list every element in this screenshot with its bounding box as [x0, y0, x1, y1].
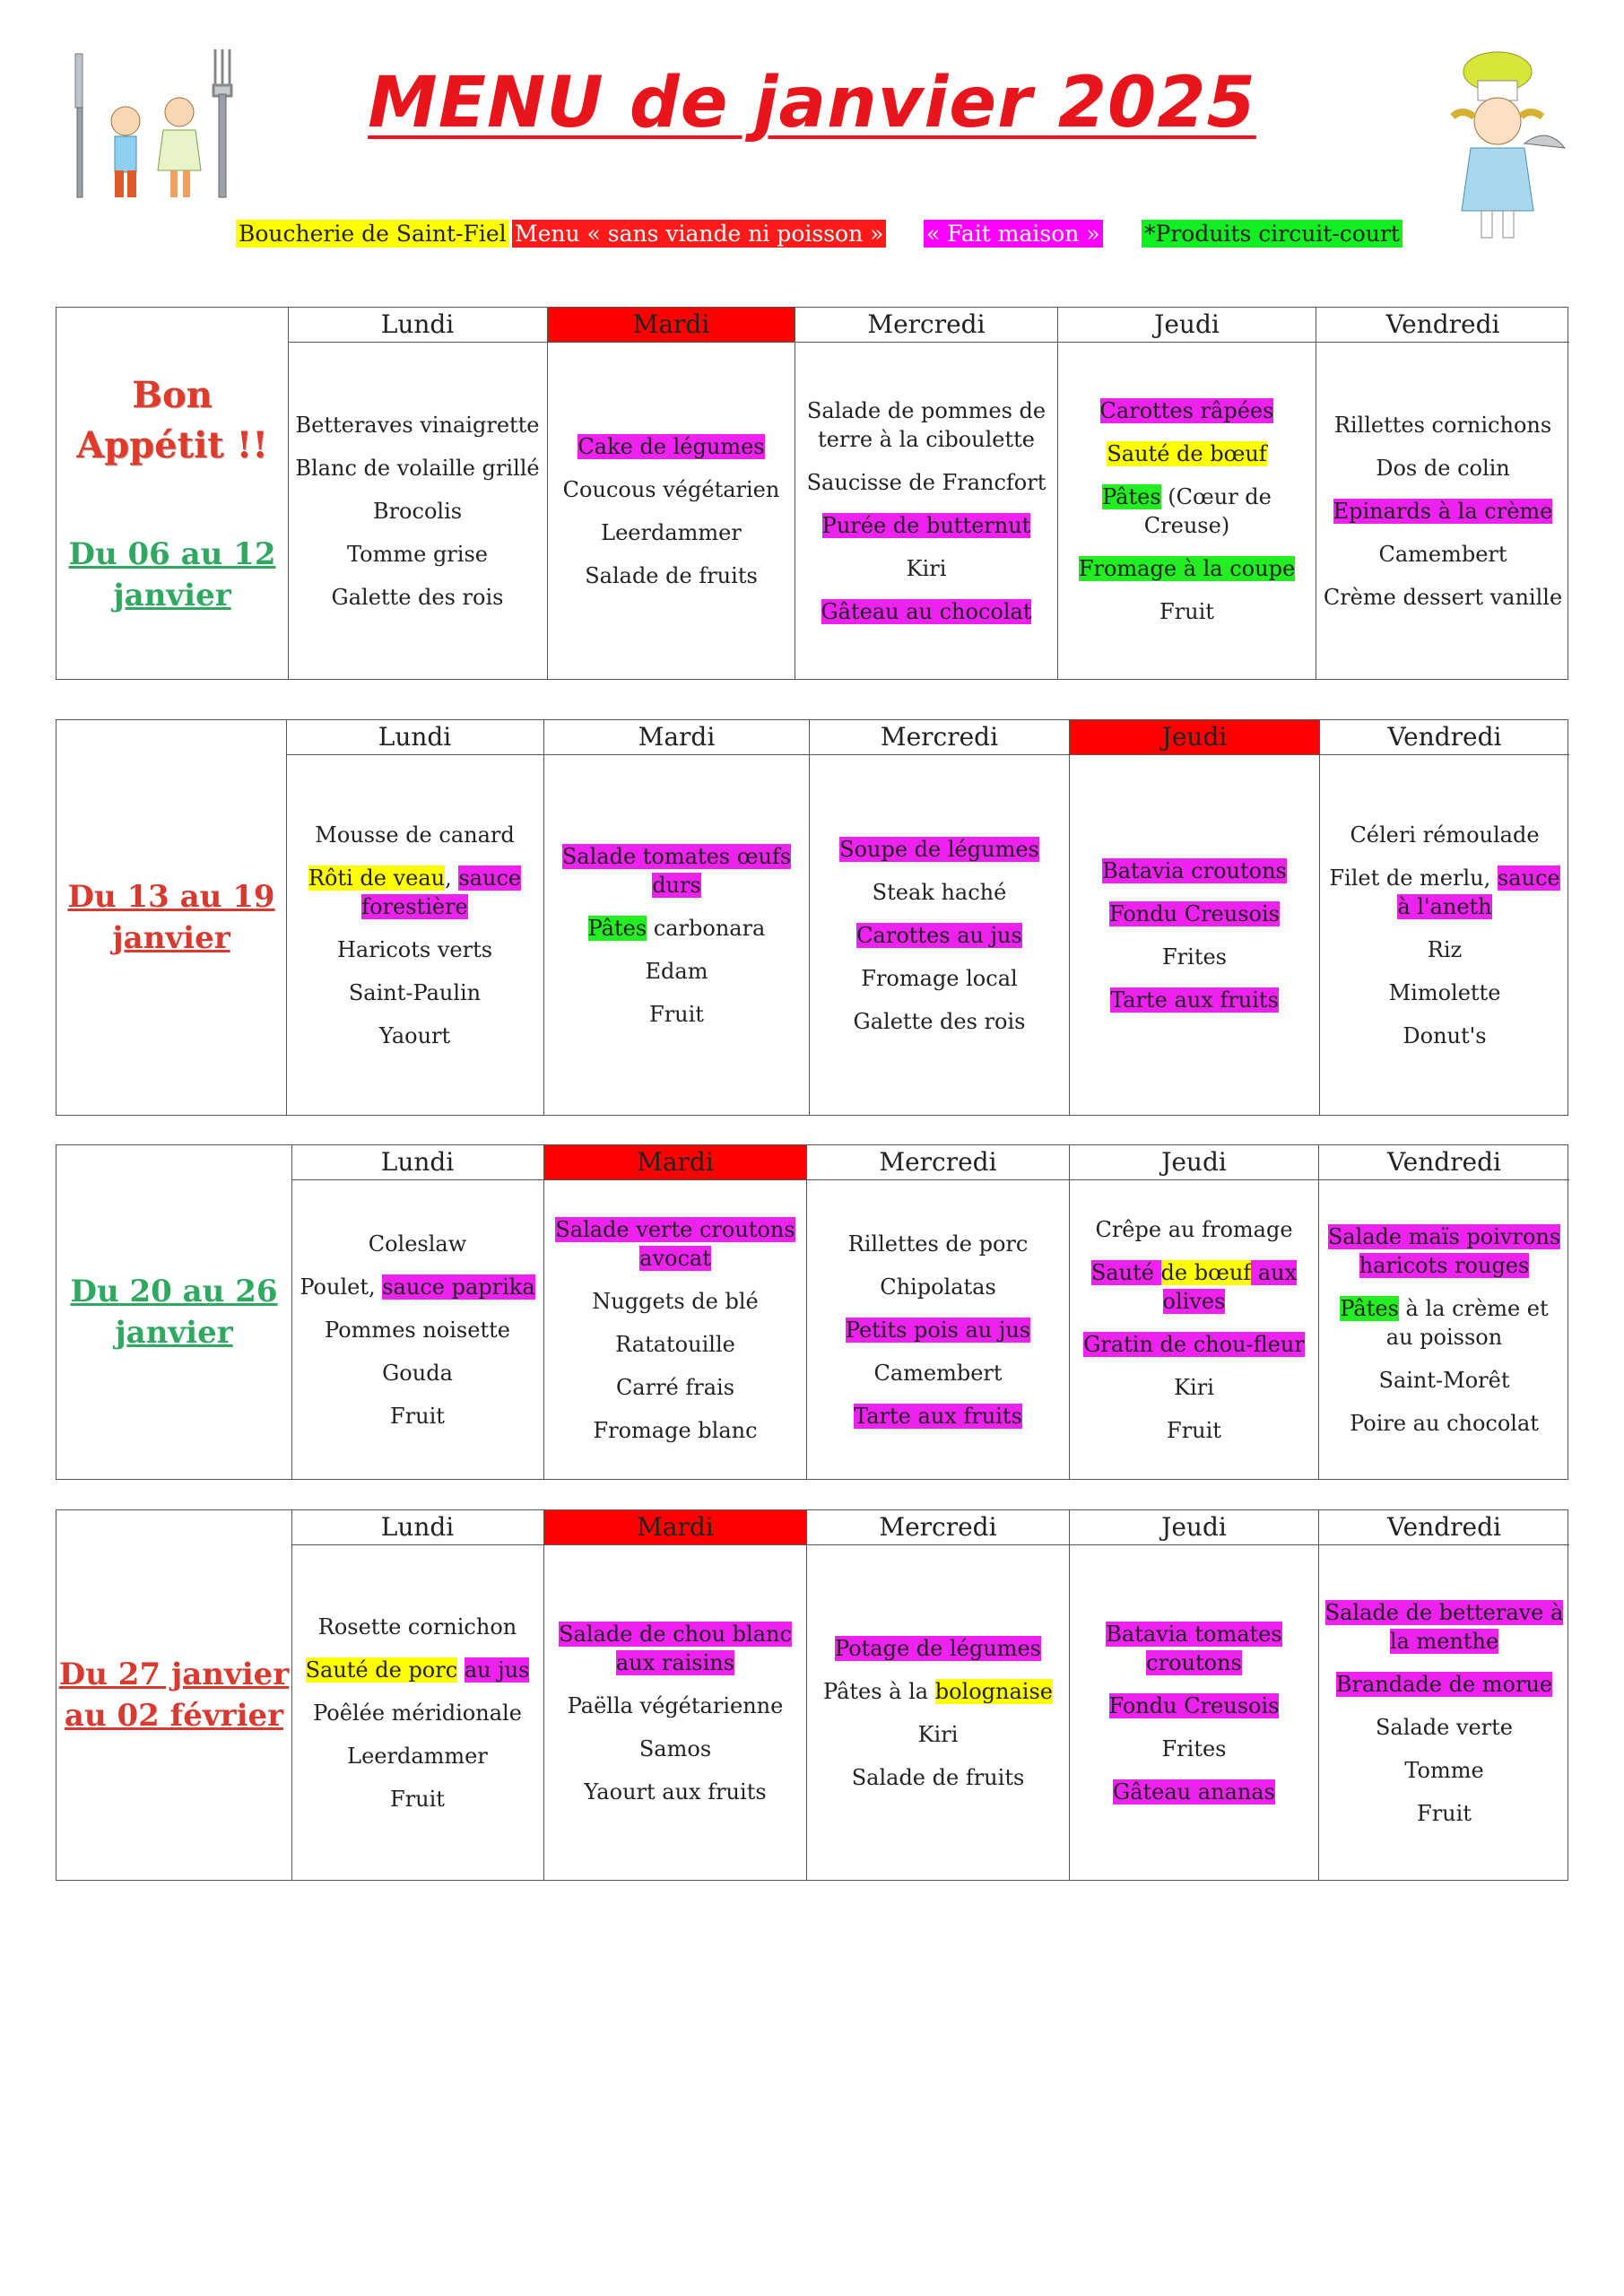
day-header: Vendredi — [1319, 1145, 1569, 1180]
day-menu — [807, 1181, 1069, 1479]
day-column-mercredi — [810, 720, 1070, 1115]
menu-item — [1109, 900, 1280, 928]
week-dates-line: Du 20 au 26 — [70, 1274, 278, 1309]
legend-sans-viande: Menu « sans viande ni poisson » — [512, 220, 886, 248]
menu-item — [1403, 1022, 1486, 1050]
day-menu — [288, 344, 547, 679]
day-header: Vendredi — [1320, 720, 1569, 755]
menu-item-text: Batavia tomates croutons — [1106, 1622, 1282, 1675]
menu-item — [550, 1215, 801, 1273]
day-menu — [1320, 756, 1569, 1115]
menu-item — [291, 864, 538, 921]
menu-item-text: Fruit — [1167, 1418, 1221, 1443]
page-title: MENU de janvier 2025 — [368, 63, 1256, 144]
menu-item-text: (Cœur de Creuse) — [1143, 484, 1272, 538]
day-header: Lundi — [286, 720, 543, 755]
menu-item — [1350, 1409, 1539, 1438]
day-menu — [1070, 1546, 1318, 1880]
menu-item-text: Pâtes — [1340, 1296, 1399, 1321]
menu-item — [1079, 554, 1295, 583]
menu-item-text: Nuggets de blé — [592, 1289, 759, 1314]
week-label — [56, 1510, 292, 1880]
day-header: Jeudi — [1058, 308, 1316, 343]
week-dates-line: Du 13 au 19 — [67, 879, 275, 915]
menu-item-text: sauce paprika — [382, 1274, 535, 1300]
menu-item — [295, 454, 539, 483]
day-menu — [544, 756, 809, 1115]
menu-item — [1378, 540, 1507, 569]
menu-item-text: Samos — [638, 1736, 712, 1761]
menu-item-text: Pâtes — [1102, 484, 1161, 509]
week-dates-line: Du 06 au 12 — [68, 536, 276, 572]
menu-item — [1064, 483, 1310, 540]
day-column-vendredi — [1316, 308, 1569, 679]
legend-circuit-court: *Produits circuit-court — [1142, 220, 1403, 248]
menu-item-text: Fromage blanc — [593, 1418, 758, 1443]
day-menu — [1070, 756, 1319, 1115]
menu-item-text: Fruit — [1417, 1801, 1472, 1826]
week-dates — [70, 1271, 277, 1353]
menu-item — [1404, 1756, 1483, 1785]
menu-item-text: Kiri — [906, 556, 947, 581]
menu-item-text: Carré frais — [615, 1375, 735, 1400]
day-column-jeudi — [1070, 1145, 1319, 1479]
menu-item-text: Pâtes — [587, 916, 647, 941]
day-column-lundi — [291, 1510, 544, 1880]
week-dates-line: janvier — [113, 578, 231, 613]
menu-item — [588, 914, 766, 943]
week-table — [56, 719, 1568, 1116]
menu-item-text: Coleslaw — [368, 1231, 467, 1257]
menu-item-text: Steak haché — [872, 880, 1007, 905]
menu-item-text: Galette des rois — [853, 1009, 1026, 1034]
menu-item — [325, 1316, 510, 1344]
week-table — [56, 1144, 1568, 1480]
menu-item-text: Potage de légumes — [835, 1636, 1041, 1661]
menu-item — [349, 978, 481, 1007]
menu-item — [839, 835, 1039, 864]
menu-item — [373, 497, 462, 526]
menu-item-text: sauce forestière — [361, 865, 522, 919]
menu-item — [1083, 1330, 1305, 1359]
menu-item — [1324, 1222, 1564, 1280]
menu-item — [854, 1007, 1026, 1036]
menu-item-text: Saucisse de Francfort — [806, 470, 1046, 495]
menu-item-text: Betteraves vinaigrette — [295, 413, 540, 438]
menu-item — [1159, 597, 1214, 626]
day-column-mercredi — [807, 1510, 1070, 1880]
menu-item-text: Sauté de bœuf — [1107, 441, 1267, 466]
menu-item-text: Fruit — [1159, 599, 1214, 624]
day-header: Mardi — [544, 720, 809, 755]
day-column-lundi — [288, 308, 548, 679]
day-header: Mercredi — [795, 308, 1057, 343]
week-table — [56, 307, 1568, 680]
day-header: Lundi — [291, 1145, 543, 1180]
menu-item — [1389, 978, 1501, 1007]
day-column-lundi — [286, 720, 544, 1115]
menu-item — [616, 1373, 734, 1402]
menu-item-text: Tomme — [1404, 1758, 1484, 1783]
menu-item — [861, 964, 1017, 993]
menu-item-text: Rillettes de porc — [847, 1231, 1029, 1257]
day-header: Mercredi — [807, 1145, 1069, 1180]
menu-item-text: Rôti de veau — [308, 865, 446, 891]
menu-item — [347, 1742, 488, 1770]
menu-item-text: Fondu Creusois — [1108, 1693, 1280, 1718]
menu-item — [306, 1656, 530, 1684]
menu-item-text: Salade maïs poivrons haricots rouges — [1327, 1224, 1561, 1278]
menu-item-text: Frites — [1162, 944, 1227, 970]
menu-item-text: Brocolis — [372, 499, 463, 524]
day-menu — [548, 344, 795, 679]
menu-item-text: Salade verte — [1375, 1715, 1513, 1740]
menu-item-text: , — [445, 865, 459, 891]
menu-item — [601, 518, 742, 547]
menu-item — [1110, 986, 1279, 1014]
day-header: Vendredi — [1319, 1510, 1569, 1545]
day-header: Lundi — [288, 308, 547, 343]
menu-item-text: Salade de chou blanc aux raisins — [559, 1622, 792, 1675]
menu-item-text: au jus — [464, 1657, 530, 1683]
menu-item-text: carbonara — [647, 916, 766, 941]
week-dates — [67, 876, 274, 959]
menu-item-text: Saint-Paulin — [348, 980, 482, 1005]
day-header: Lundi — [291, 1510, 543, 1545]
menu-item-text: Mimolette — [1388, 980, 1501, 1005]
menu-item-text: Kiri — [917, 1722, 959, 1747]
menu-item — [907, 554, 947, 583]
menu-item-text: Poulet, — [300, 1274, 383, 1300]
menu-item-text: Rosette cornichon — [317, 1614, 517, 1639]
day-column-mercredi — [807, 1145, 1070, 1479]
menu-item — [1162, 1735, 1227, 1763]
menu-item-text: Kiri — [1174, 1375, 1214, 1400]
day-header: Mardi — [548, 308, 795, 343]
menu-item-text: Donut's — [1403, 1023, 1487, 1048]
menu-item-text: Tomme grise — [347, 542, 488, 567]
menu-item — [379, 1022, 450, 1050]
menu-item-text: Petits pois au jus — [845, 1318, 1031, 1343]
menu-item-text: Salade de pommes de terre à la ciboulette — [806, 398, 1046, 452]
week-dates-line: janvier — [115, 1315, 233, 1351]
menu-item — [835, 1634, 1041, 1663]
menu-item — [347, 540, 488, 569]
menu-item — [1376, 1713, 1513, 1742]
menu-item-text: bolognaise — [934, 1679, 1053, 1704]
menu-item-text: sauce à l'aneth — [1397, 865, 1560, 919]
week-dates — [59, 1654, 289, 1736]
day-column-lundi — [291, 1145, 544, 1479]
week-dates-line: au 02 février — [64, 1698, 284, 1734]
day-menu — [1319, 1181, 1569, 1479]
menu-item — [563, 475, 780, 504]
menu-item — [639, 1735, 711, 1763]
menu-item — [1324, 1598, 1564, 1656]
menu-item-text: Salade de fruits — [851, 1765, 1025, 1790]
menu-item-text: Edam — [645, 959, 708, 984]
menu-item-text: Epinards à la crème — [1333, 499, 1553, 524]
bon-appetit-line: Bon — [132, 374, 213, 416]
menu-item-text: Salade tomates œufs durs — [561, 844, 792, 898]
menu-item-text: Galette des rois — [331, 585, 504, 610]
menu-item-text: Haricots verts — [336, 937, 493, 962]
menu-item — [584, 1778, 766, 1806]
week-dates — [68, 534, 275, 616]
menu-item — [649, 1000, 704, 1029]
day-column-jeudi — [1058, 308, 1316, 679]
menu-item — [1324, 1294, 1564, 1352]
menu-item-text: Chipolatas — [880, 1274, 996, 1300]
menu-item — [1109, 1692, 1280, 1720]
menu-item-text: Céleri rémoulade — [1350, 822, 1540, 848]
menu-item — [313, 1699, 522, 1727]
menu-item-text: Carottes au jus — [856, 923, 1022, 948]
day-column-vendredi — [1319, 1145, 1569, 1479]
menu-item-text: Gâteau au chocolat — [821, 599, 1032, 624]
menu-item — [332, 583, 504, 612]
menu-item — [1107, 439, 1266, 468]
day-header: Mardi — [544, 1510, 806, 1545]
menu-item — [390, 1402, 445, 1431]
menu-item-text: Salade verte croutons avocat — [555, 1217, 795, 1271]
menu-item — [315, 821, 515, 849]
menu-item-text: Purée de butternut — [821, 513, 1031, 538]
day-menu — [807, 1546, 1069, 1880]
menu-item — [856, 921, 1022, 950]
day-menu — [286, 756, 543, 1115]
menu-item-text: Leerdammer — [601, 520, 742, 545]
menu-item-text: Carottes râpées — [1099, 398, 1274, 423]
menu-item — [295, 411, 539, 439]
menu-item-text: Yaourt — [378, 1023, 451, 1048]
menu-item-text: Gâteau ananas — [1113, 1779, 1275, 1805]
menu-item-text: Gratin de chou-fleur — [1083, 1332, 1305, 1357]
menu-item-text: Paëlla végétarienne — [567, 1693, 784, 1718]
legend-boucherie: Boucherie de Saint-Fiel — [236, 220, 509, 248]
menu-item — [382, 1359, 453, 1387]
menu-item-text: Frites — [1161, 1736, 1227, 1761]
menu-item-text: Tarte aux fruits — [854, 1404, 1022, 1429]
menu-item — [318, 1613, 517, 1641]
menu-item — [848, 1230, 1029, 1258]
menu-item — [1334, 411, 1551, 439]
menu-item — [1336, 1670, 1552, 1699]
menu-item-text: aux olives — [1162, 1260, 1298, 1314]
menu-item — [578, 432, 764, 461]
menu-item — [615, 1330, 735, 1359]
menu-item — [646, 957, 708, 986]
legend — [236, 220, 1420, 252]
menu-item-text: Fruit — [649, 1002, 704, 1027]
day-column-mardi — [544, 720, 810, 1115]
menu-item-text: Tarte aux fruits — [1110, 987, 1279, 1013]
menu-item-text: Fromage à la coupe — [1078, 556, 1296, 581]
menu-item-text: Yaourt aux fruits — [584, 1779, 767, 1805]
menu-item-text: de bœuf — [1160, 1260, 1252, 1285]
menu-item — [550, 1620, 801, 1677]
week-label — [56, 308, 289, 679]
menu-item — [821, 597, 1032, 626]
bon-appetit — [76, 370, 268, 471]
menu-item — [300, 1273, 534, 1301]
menu-item-text: Dos de colin — [1376, 456, 1510, 481]
week-dates-line: Du 27 janvier — [58, 1657, 290, 1692]
menu-item — [1379, 1366, 1510, 1395]
day-column-vendredi — [1320, 720, 1569, 1115]
menu-item-text: Crème dessert vanille — [1323, 585, 1563, 610]
menu-item-text: Coucous végétarien — [562, 477, 780, 502]
menu-item — [1075, 1620, 1313, 1677]
menu-item — [593, 1416, 757, 1445]
menu-item — [550, 842, 803, 900]
menu-item — [1350, 821, 1539, 849]
week-label — [56, 720, 287, 1115]
menu-item — [852, 1763, 1025, 1792]
menu-item — [1167, 1416, 1221, 1445]
day-column-jeudi — [1070, 1510, 1319, 1880]
day-menu — [291, 1181, 543, 1479]
menu-item-text: Fruit — [390, 1787, 445, 1812]
menu-item-text: Brandade de morue — [1335, 1672, 1553, 1697]
menu-item-text: Camembert — [1378, 542, 1507, 567]
menu-item — [568, 1692, 784, 1720]
menu-item — [846, 1316, 1030, 1344]
menu-item-text: Pommes noisette — [325, 1318, 510, 1343]
menu-item-text: Filet de merlu, — [1329, 865, 1498, 891]
day-column-mercredi — [795, 308, 1058, 679]
day-column-jeudi — [1070, 720, 1320, 1115]
menu-item — [1100, 396, 1274, 425]
menu-item — [1095, 1215, 1292, 1244]
menu-item — [1376, 454, 1510, 483]
menu-item-text: Poêlée méridionale — [313, 1700, 522, 1726]
day-column-vendredi — [1319, 1510, 1569, 1880]
menu-item — [1174, 1373, 1214, 1402]
menu-item — [585, 561, 758, 590]
menu-item — [1113, 1778, 1275, 1806]
day-header: Jeudi — [1070, 720, 1319, 755]
menu-item-text: Leerdammer — [347, 1744, 488, 1769]
menu-item-text: Blanc de volaille grillé — [295, 456, 540, 481]
day-menu — [544, 1181, 806, 1479]
day-header: Mardi — [544, 1145, 806, 1180]
menu-item-text: Crêpe au fromage — [1095, 1217, 1293, 1242]
menu-item-text: Salade de fruits — [585, 563, 758, 588]
day-menu — [1070, 1181, 1318, 1479]
menu-item — [1325, 864, 1564, 921]
menu-item — [1324, 583, 1562, 612]
day-header: Vendredi — [1316, 308, 1569, 343]
menu-item — [592, 1287, 758, 1316]
menu-item-text: Gouda — [382, 1361, 453, 1386]
menu-item-text: Saint-Morêt — [1378, 1368, 1510, 1393]
menu-item — [337, 935, 492, 964]
menu-item-text: Batavia croutons — [1102, 858, 1287, 883]
menu-item-text: Sauté — [1090, 1260, 1161, 1285]
menu-item — [390, 1785, 445, 1813]
menu-item — [854, 1402, 1022, 1431]
menu-item-text: Cake de légumes — [578, 434, 765, 459]
week-dates-line: janvier — [112, 920, 230, 956]
week-label — [56, 1145, 292, 1479]
day-column-mardi — [544, 1145, 807, 1479]
day-menu — [1058, 344, 1316, 679]
menu-item — [918, 1720, 959, 1749]
menu-item-text: Riz — [1427, 937, 1463, 962]
menu-item-text: Fondu Creusois — [1109, 901, 1280, 926]
menu-item-text: Mousse de canard — [315, 822, 515, 848]
menu-item — [880, 1273, 996, 1301]
menu-item — [1102, 857, 1287, 885]
menu-item — [873, 1359, 1002, 1387]
legend-fait-maison: « Fait maison » — [924, 220, 1103, 248]
menu-item-text: Poire au chocolat — [1350, 1411, 1539, 1436]
day-menu — [795, 344, 1057, 679]
menu-item-text: Sauté de porc — [305, 1657, 458, 1683]
day-header: Mercredi — [807, 1510, 1069, 1545]
menu-item-text: Rillettes cornichons — [1333, 413, 1552, 438]
day-header: Jeudi — [1070, 1510, 1318, 1545]
menu-item — [1333, 497, 1553, 526]
menu-item-text: à la crème et au poisson — [1385, 1296, 1549, 1350]
menu-item-text: Pâtes à la — [823, 1679, 935, 1704]
menu-item — [823, 1677, 1053, 1706]
menu-item — [1162, 943, 1227, 971]
day-column-mardi — [548, 308, 795, 679]
menu-item-text: Ratatouille — [615, 1332, 735, 1357]
day-column-mardi — [544, 1510, 807, 1880]
menu-item-text: Fruit — [390, 1404, 445, 1429]
menu-item-text: Camembert — [873, 1361, 1003, 1386]
menu-item — [1075, 1258, 1313, 1316]
day-header: Jeudi — [1070, 1145, 1318, 1180]
day-menu — [1316, 344, 1569, 679]
day-menu — [544, 1546, 806, 1880]
menu-item-text: Salade de betterave à la menthe — [1324, 1600, 1564, 1654]
menu-item-text: Soupe de légumes — [839, 837, 1039, 862]
day-menu — [810, 756, 1069, 1115]
day-header: Mercredi — [810, 720, 1069, 755]
menu-item — [873, 878, 1007, 907]
week-table — [56, 1509, 1568, 1881]
menu-item — [807, 468, 1046, 497]
menu-item — [801, 396, 1052, 454]
menu-item — [1417, 1799, 1472, 1828]
menu-item-text: Fromage local — [861, 966, 1018, 991]
bon-appetit-line: Appétit !! — [76, 424, 268, 466]
menu-item — [1428, 935, 1462, 964]
menu-item — [369, 1230, 467, 1258]
menu-item — [822, 511, 1031, 540]
menu-item-text — [457, 1657, 465, 1683]
day-menu — [1319, 1546, 1569, 1880]
day-menu — [291, 1546, 543, 1880]
